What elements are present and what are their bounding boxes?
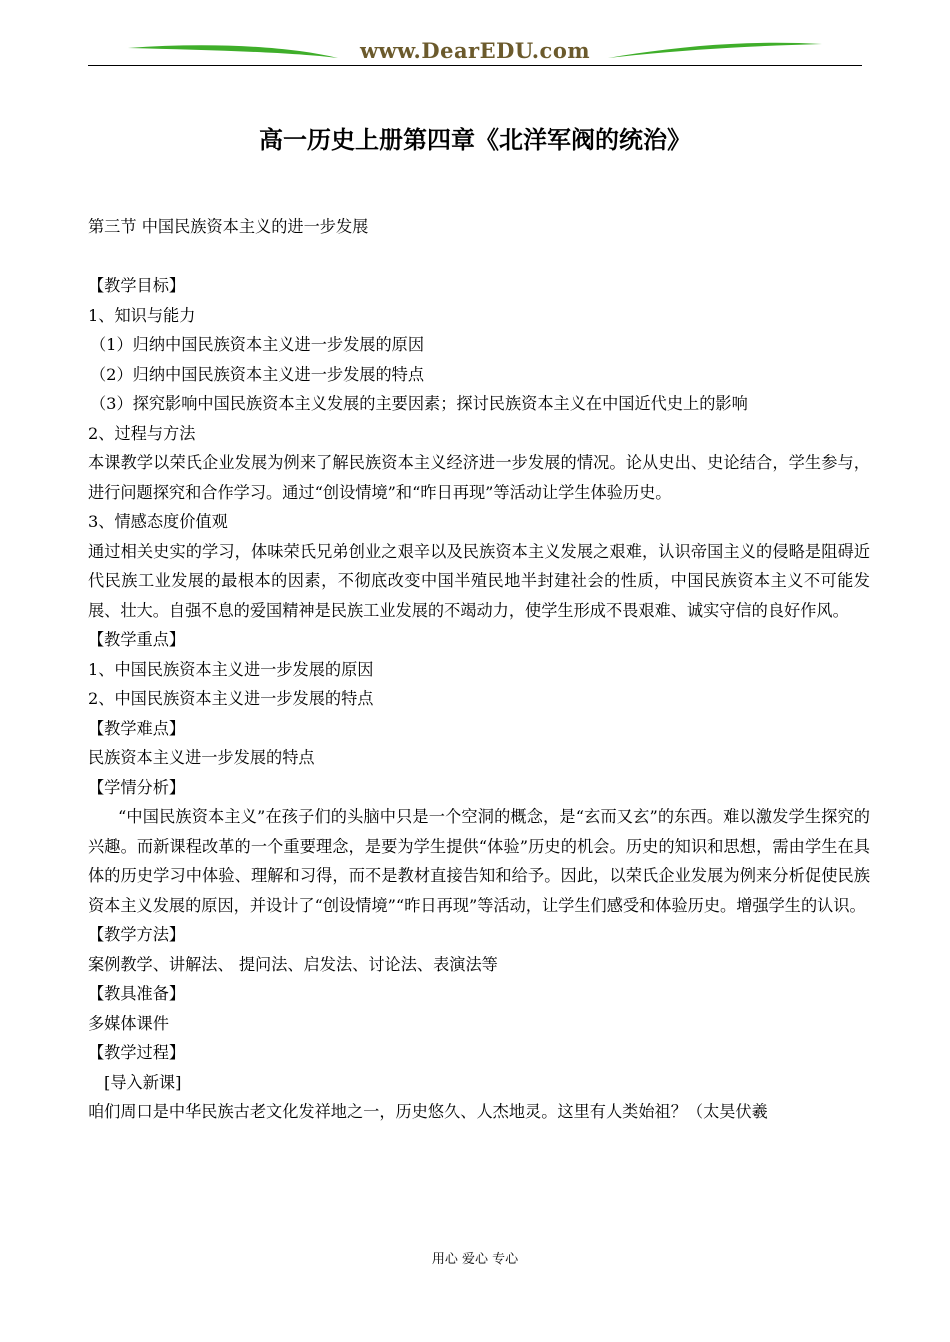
objective-item: （2）归纳中国民族资本主义进一步发展的特点 — [90, 364, 425, 384]
objectives-heading: 【教学目标】 — [88, 276, 186, 295]
intro-label: [导入新课] — [104, 1072, 182, 1092]
header-divider — [88, 65, 862, 66]
objective-values-text: 通过相关史实的学习，体味荣氏兄弟创业之艰辛以及民族资本主义发展之艰难，认识帝国主义的侵略是阻碍近代民族工业发展的最根本的因素，不彻底改变中国半殖民地半封建社会的性质，中国民族资本主义不可能发展、壮大。自强不息的爱国精神是民族工业发展的不竭动力，使学生形成不畏艰难、诚实守信的良好作风。 — [88, 541, 870, 620]
objective-process-heading: 2、过程与方法 — [88, 423, 196, 443]
document-body — [88, 212, 870, 1127]
key-point-item: 1、中国民族资本主义进一步发展的原因 — [88, 659, 374, 679]
difficulty-heading: 【教学难点】 — [88, 718, 186, 738]
tools-text: 多媒体课件 — [88, 1013, 169, 1033]
key-point-item: 2、中国民族资本主义进一步发展的特点 — [88, 689, 374, 708]
difficulty-text: 民族资本主义进一步发展的特点 — [88, 748, 315, 767]
tools-heading: 【教具准备】 — [88, 984, 186, 1003]
process-heading: 【教学过程】 — [88, 1043, 186, 1062]
analysis-heading: 【学情分析】 — [88, 777, 186, 797]
page-header — [88, 36, 862, 68]
spacer — [88, 242, 870, 272]
analysis-text: “中国民族资本主义”在孩子们的头脑中只是一个空洞的概念，是“玄而又玄”的东西。难以激发学生探究的兴趣。而新课程改革的一个重要理念，是要为学生提供“体验”历史的机会。历史的知识和思想，需由学生在具体的历史学习中体验、理解和习得，而不是教材直接告知和给予。因此，以荣氏企业发展为例来分析促使民族资本主义发展的原因，并设计了“创设情境”“昨日再现”等活动，让学生们感受和体验历史。增强学生的认识。 — [88, 807, 870, 915]
objective-item: （3）探究影响中国民族资本主义发展的主要因素；探讨民族资本主义在中国近代史上的影响 — [90, 394, 748, 413]
key-points-heading: 【教学重点】 — [88, 630, 186, 649]
section-heading: 第三节 中国民族资本主义的进一步发展 — [88, 217, 369, 236]
methods-heading: 【教学方法】 — [88, 925, 186, 944]
objective-item: （1）归纳中国民族资本主义进一步发展的原因 — [90, 335, 425, 354]
objective-knowledge-heading: 1、知识与能力 — [88, 305, 196, 325]
objective-values-heading: 3、情感态度价值观 — [88, 512, 228, 531]
site-logo: www.DearEDU.com — [359, 38, 591, 63]
document-title: 高一历史上册第四章《北洋军阀的统治》 — [259, 126, 691, 154]
methods-text: 案例教学、讲解法、 提问法、启发法、讨论法、表演法等 — [88, 954, 498, 974]
objective-process-text: 本课教学以荣氏企业发展为例来了解民族资本主义经济进一步发展的情况。论从史出、史论结合，学生参与，进行问题探究和合作学习。通过“创设情境”和“昨日再现”等活动让学生体验历史。 — [88, 453, 870, 502]
intro-text: 咱们周口是中华民族古老文化发祥地之一，历史悠久、人杰地灵。这里有人类始祖？（太昊伏羲 — [88, 1102, 768, 1121]
page-footer: 用心 爱心 专心 — [431, 1252, 519, 1267]
